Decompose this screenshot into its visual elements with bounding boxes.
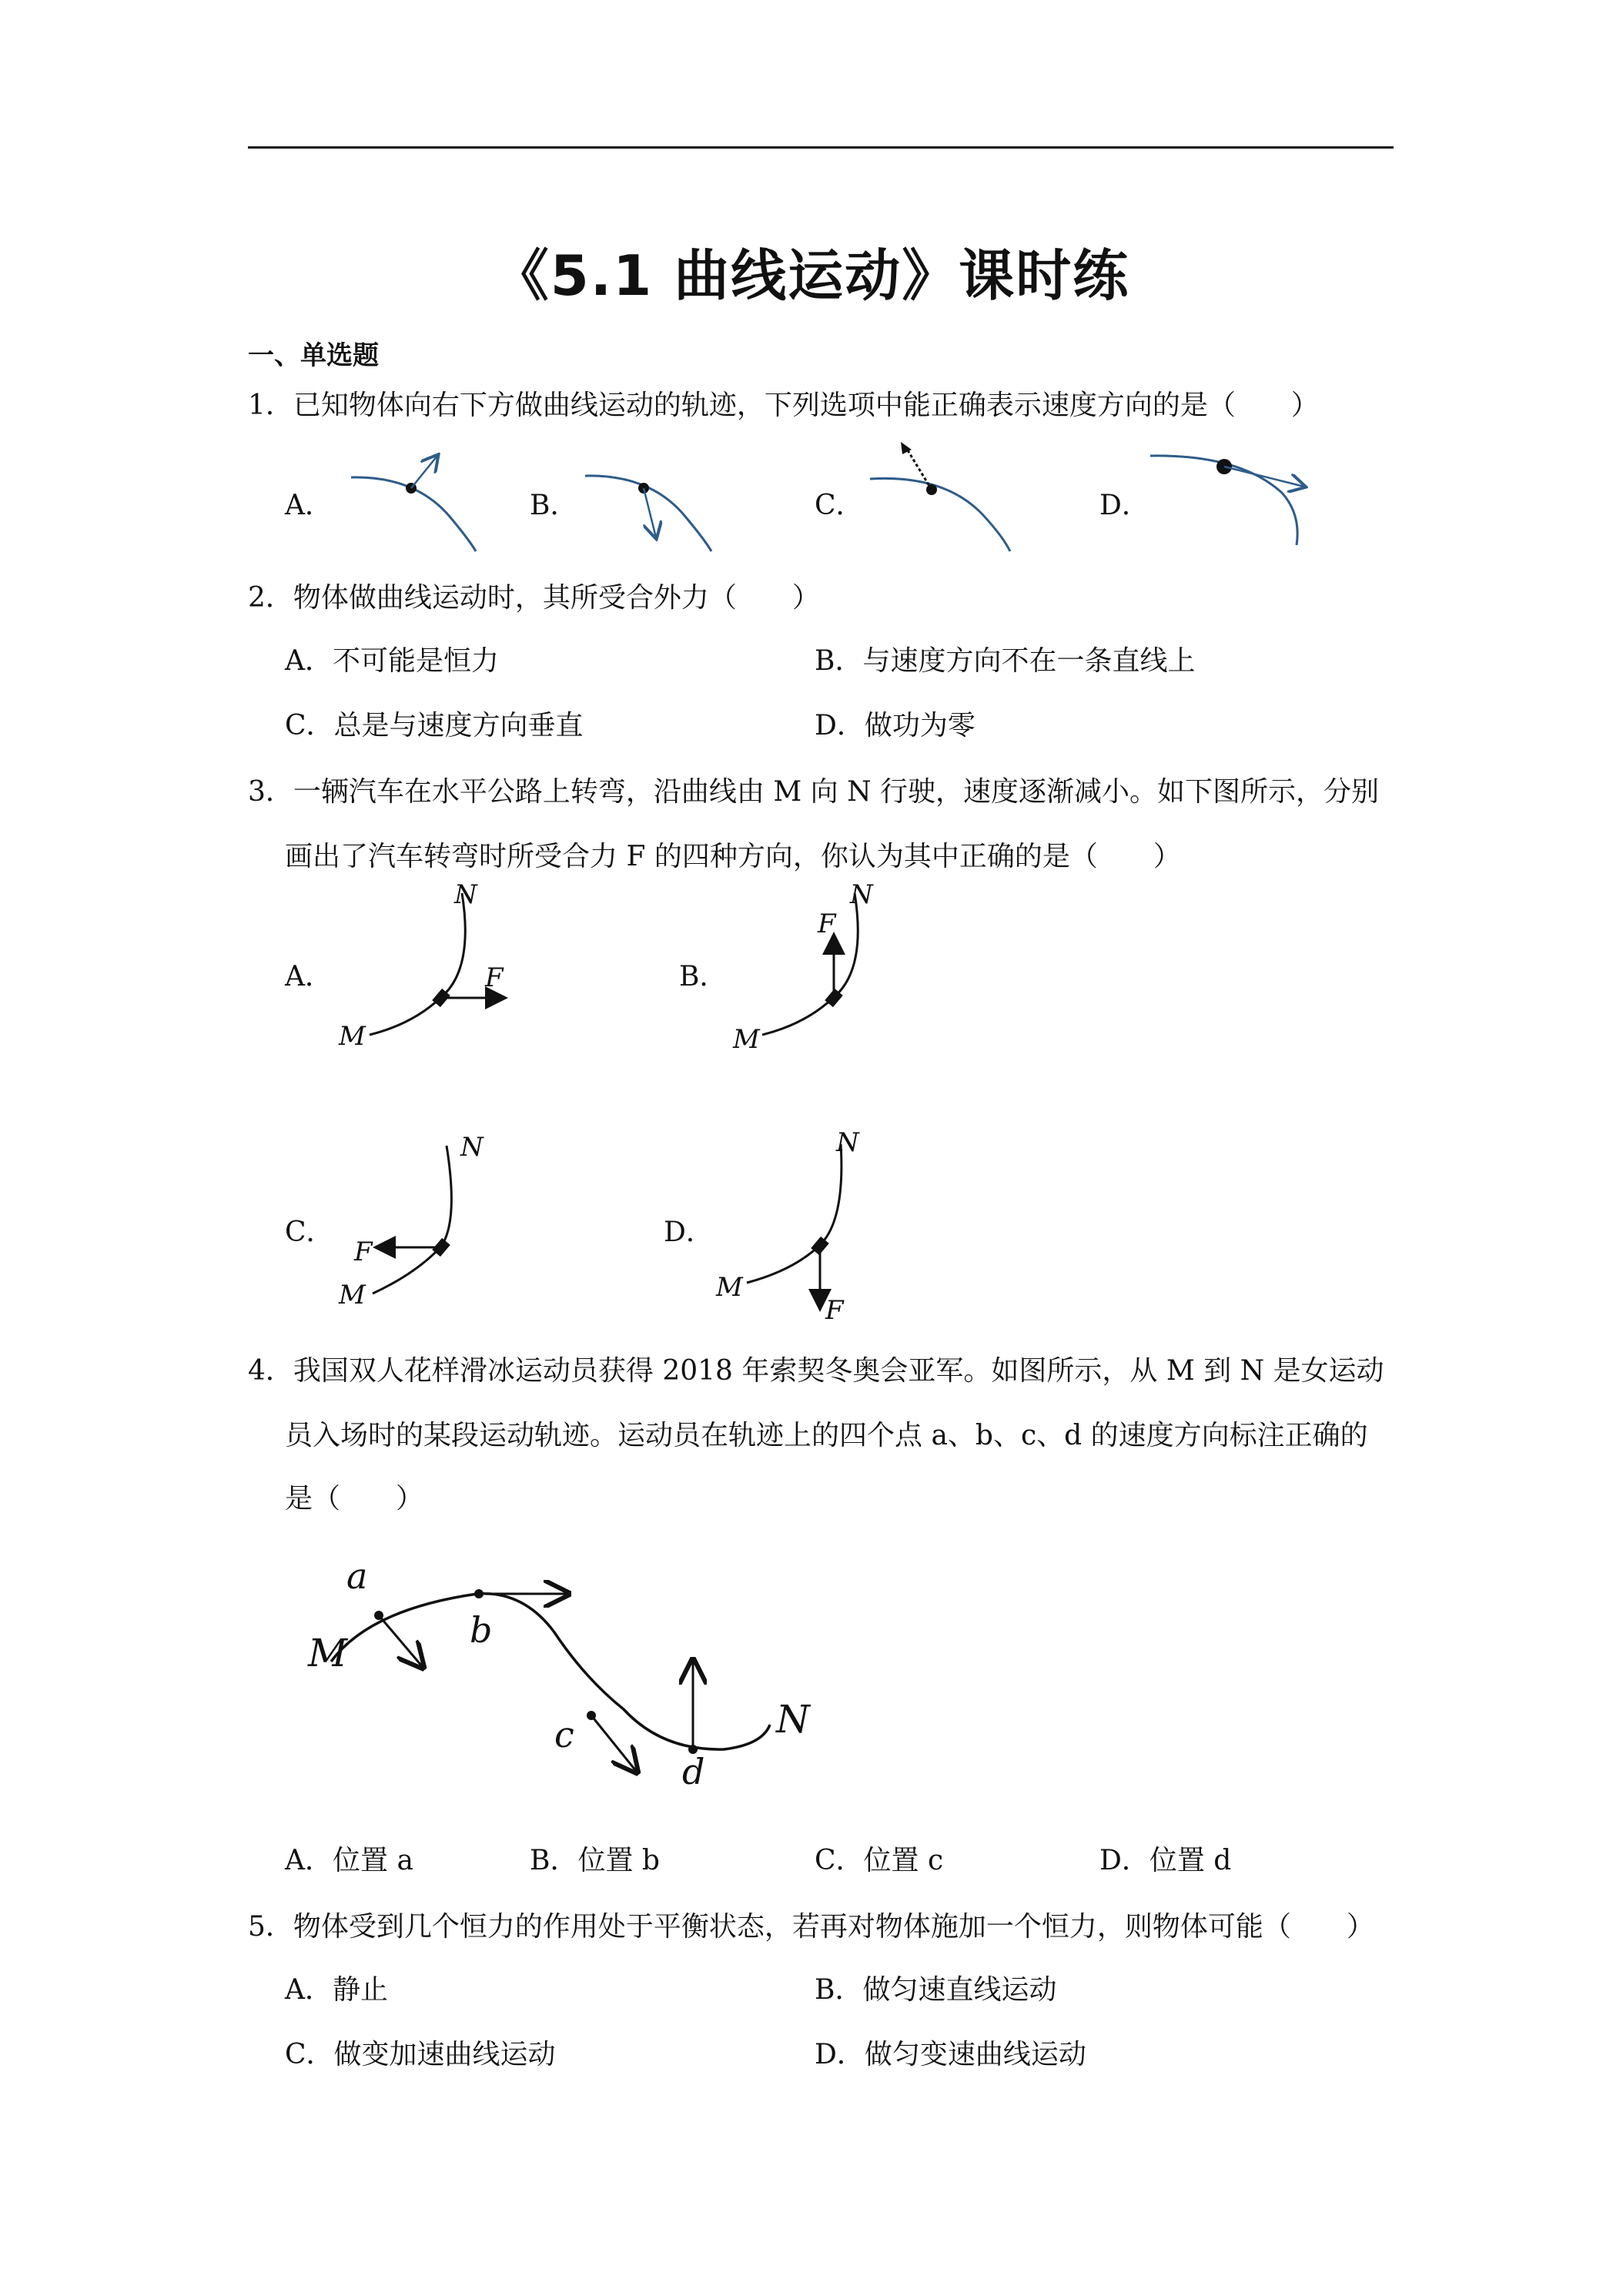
q3a-F: F: [485, 962, 504, 993]
q4-stem-line1: 4．我国双人花样滑冰运动员获得 2018 年索契冬奥会亚军。如图所示，从 M 到 N 是女运动: [248, 1355, 1384, 1387]
header-rule: [248, 146, 1394, 149]
q3b-M: M: [733, 1024, 760, 1055]
q2-stem: 2．物体做曲线运动时，其所受合外力（ ）: [248, 582, 820, 614]
q2-option-d: D．做功为零: [815, 710, 975, 741]
q1-label-a: A．: [285, 490, 333, 521]
q5-option-a: A．静止: [285, 1974, 388, 2006]
q4-stem-line2: 员入场时的某段运动轨迹。运动员在轨迹上的四个点 a、b、c、d 的速度方向标注正确的: [285, 1420, 1368, 1451]
page-title: 《5.1 曲线运动》课时练: [493, 243, 1130, 308]
q1-diagram-b: [582, 447, 736, 554]
q1-label-d: D．: [1099, 490, 1149, 521]
q3-label-a: A．: [285, 961, 333, 992]
q4-point-N: N: [776, 1697, 810, 1742]
q4-option-b: B．位置 b: [530, 1845, 660, 1876]
q3-stem-line2: 画出了汽车转弯时所受合力 F 的四种方向，你认为其中正确的是（ ）: [285, 841, 1181, 872]
q3a-N: N: [454, 879, 477, 910]
q3b-F: F: [818, 909, 836, 939]
q3d-M: M: [716, 1272, 743, 1303]
q3c-N: N: [460, 1132, 484, 1163]
q2-option-c: C．总是与速度方向垂直: [285, 710, 584, 741]
q3-label-b: B．: [679, 961, 728, 992]
q3-label-d: D．: [664, 1217, 714, 1248]
q2-option-a: A．不可能是恒力: [285, 645, 499, 677]
q4-point-b: b: [470, 1609, 493, 1651]
q4-option-d: D．位置 d: [1099, 1845, 1232, 1876]
q3c-M: M: [339, 1280, 366, 1310]
q3d-N: N: [836, 1127, 859, 1158]
q4-point-c: c: [554, 1714, 574, 1755]
q1-label-c: C．: [815, 490, 864, 521]
q5-option-c: C．做变加速曲线运动: [285, 2039, 556, 2070]
q4-point-M: M: [308, 1631, 348, 1675]
q4-option-c: C．位置 c: [815, 1845, 944, 1876]
q3c-F: F: [354, 1237, 373, 1267]
q4-point-a: a: [346, 1555, 368, 1597]
q4-option-a: A．位置 a: [285, 1845, 413, 1876]
q2-option-b: B．与速度方向不在一条直线上: [815, 645, 1196, 677]
q5-option-b: B．做匀速直线运动: [815, 1974, 1057, 2006]
q3-diagram-b: [731, 878, 916, 1047]
q1-diagram-c: [867, 436, 1036, 556]
q1-diagram-d: [1147, 447, 1332, 554]
q3b-N: N: [850, 879, 873, 910]
q3a-M: M: [339, 1021, 366, 1052]
q1-label-b: B．: [530, 490, 578, 521]
q4-trajectory-diagram: [293, 1548, 862, 1809]
q3-diagram-c: [339, 1135, 524, 1304]
q5-stem: 5．物体受到几个恒力的作用处于平衡状态，若再对物体施加一个恒力，则物体可能（ ）: [248, 1911, 1374, 1943]
q1-stem: 1．已知物体向右下方做曲线运动的轨迹，下列选项中能正确表示速度方向的是（ ）: [248, 390, 1319, 421]
q4-stem-line3: 是（ ）: [285, 1483, 424, 1514]
q5-option-d: D．做匀变速曲线运动: [815, 2039, 1086, 2070]
q3d-F: F: [825, 1295, 844, 1326]
q1-diagram-a: [346, 447, 500, 554]
q3-stem-line1: 3．一辆汽车在水平公路上转弯，沿曲线由 M 向 N 行驶，速度逐渐减小。如下图所示，分别: [248, 776, 1380, 808]
q3-label-c: C．: [285, 1217, 334, 1248]
section-heading: 一、单选题: [248, 340, 379, 371]
q4-point-d: d: [682, 1751, 705, 1792]
